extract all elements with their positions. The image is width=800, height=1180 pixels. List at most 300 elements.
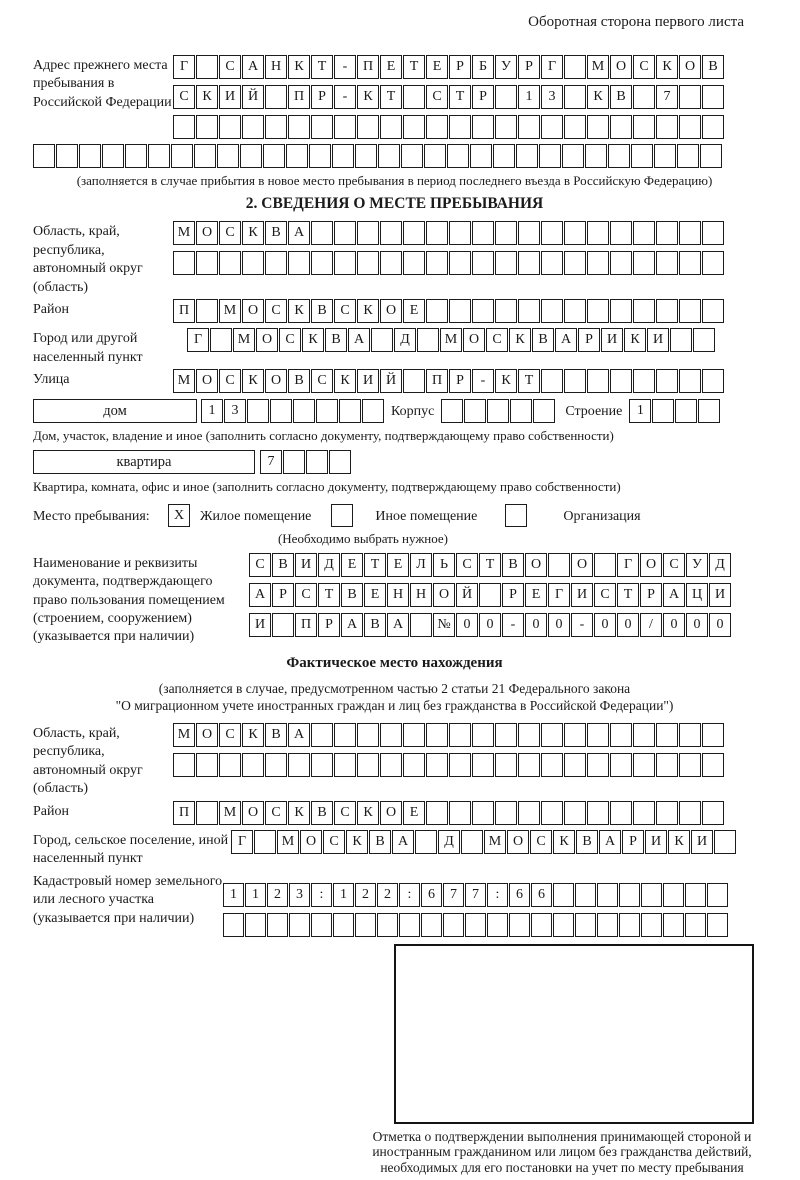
char-cell[interactable]: В <box>288 369 310 393</box>
char-cell[interactable] <box>677 144 699 168</box>
char-cell[interactable]: : <box>399 883 420 907</box>
char-cell[interactable] <box>399 913 420 937</box>
char-cell[interactable] <box>334 115 356 139</box>
char-cell[interactable] <box>171 144 193 168</box>
char-cell[interactable]: П <box>357 55 379 79</box>
char-cell[interactable]: К <box>553 830 575 854</box>
char-cell[interactable]: К <box>288 299 310 323</box>
char-cell[interactable]: В <box>311 299 333 323</box>
char-cell[interactable]: О <box>300 830 322 854</box>
char-cell[interactable] <box>679 85 701 109</box>
char-cell[interactable] <box>487 399 509 423</box>
char-cell[interactable] <box>355 913 376 937</box>
char-cell[interactable] <box>518 801 540 825</box>
char-cell[interactable]: / <box>640 613 662 637</box>
char-cell[interactable] <box>329 450 351 474</box>
char-cell[interactable] <box>465 913 486 937</box>
char-cell[interactable]: 0 <box>686 613 708 637</box>
char-cell[interactable]: Р <box>311 85 333 109</box>
char-cell[interactable]: О <box>679 55 701 79</box>
char-cell[interactable]: С <box>295 583 317 607</box>
char-cell[interactable] <box>449 723 471 747</box>
char-cell[interactable]: И <box>691 830 713 854</box>
char-cell[interactable] <box>597 883 618 907</box>
char-cell[interactable]: А <box>663 583 685 607</box>
char-cell[interactable]: Р <box>449 369 471 393</box>
char-cell[interactable]: Ь <box>433 553 455 577</box>
zhiloe-checkbox[interactable]: X <box>168 504 190 527</box>
char-cell[interactable]: И <box>295 553 317 577</box>
char-cell[interactable]: С <box>219 369 241 393</box>
char-cell[interactable]: В <box>272 553 294 577</box>
char-cell[interactable] <box>587 801 609 825</box>
char-cell[interactable]: 0 <box>709 613 731 637</box>
char-cell[interactable] <box>403 115 425 139</box>
char-cell[interactable] <box>679 723 701 747</box>
char-cell[interactable] <box>263 144 285 168</box>
char-cell[interactable] <box>631 144 653 168</box>
char-cell[interactable] <box>541 221 563 245</box>
char-cell[interactable]: В <box>325 328 347 352</box>
char-cell[interactable]: К <box>196 85 218 109</box>
char-cell[interactable] <box>518 251 540 275</box>
char-cell[interactable]: 6 <box>531 883 552 907</box>
char-cell[interactable] <box>633 299 655 323</box>
char-cell[interactable]: Е <box>341 553 363 577</box>
char-cell[interactable]: М <box>219 801 241 825</box>
char-cell[interactable] <box>610 251 632 275</box>
char-cell[interactable] <box>265 115 287 139</box>
char-cell[interactable] <box>539 144 561 168</box>
char-cell[interactable] <box>311 115 333 139</box>
char-cell[interactable] <box>564 55 586 79</box>
char-cell[interactable] <box>564 369 586 393</box>
char-cell[interactable] <box>102 144 124 168</box>
char-cell[interactable] <box>610 753 632 777</box>
char-cell[interactable]: С <box>334 801 356 825</box>
char-cell[interactable] <box>357 221 379 245</box>
char-cell[interactable] <box>424 144 446 168</box>
char-cell[interactable] <box>449 299 471 323</box>
char-cell[interactable] <box>245 913 266 937</box>
char-cell[interactable] <box>265 753 287 777</box>
char-cell[interactable] <box>702 723 724 747</box>
char-cell[interactable]: В <box>502 553 524 577</box>
char-cell[interactable]: О <box>196 369 218 393</box>
char-cell[interactable] <box>464 399 486 423</box>
char-cell[interactable] <box>371 328 393 352</box>
char-cell[interactable] <box>564 753 586 777</box>
char-cell[interactable]: Й <box>242 85 264 109</box>
char-cell[interactable]: Е <box>387 553 409 577</box>
char-cell[interactable] <box>610 115 632 139</box>
char-cell[interactable] <box>553 883 574 907</box>
char-cell[interactable]: О <box>610 55 632 79</box>
char-cell[interactable] <box>587 221 609 245</box>
char-cell[interactable] <box>380 723 402 747</box>
char-cell[interactable]: У <box>686 553 708 577</box>
char-cell[interactable]: № <box>433 613 455 637</box>
char-cell[interactable]: Й <box>380 369 402 393</box>
char-cell[interactable]: И <box>571 583 593 607</box>
char-cell[interactable] <box>656 299 678 323</box>
char-cell[interactable] <box>247 399 269 423</box>
char-cell[interactable] <box>380 221 402 245</box>
char-cell[interactable] <box>541 115 563 139</box>
char-cell[interactable] <box>426 299 448 323</box>
char-cell[interactable] <box>493 144 515 168</box>
char-cell[interactable] <box>357 723 379 747</box>
char-cell[interactable]: 1 <box>245 883 266 907</box>
char-cell[interactable] <box>495 115 517 139</box>
char-cell[interactable] <box>334 723 356 747</box>
char-cell[interactable]: О <box>242 801 264 825</box>
char-cell[interactable]: Т <box>479 553 501 577</box>
char-cell[interactable] <box>679 299 701 323</box>
char-cell[interactable]: 7 <box>260 450 282 474</box>
char-cell[interactable]: М <box>173 221 195 245</box>
char-cell[interactable] <box>196 753 218 777</box>
char-cell[interactable] <box>702 299 724 323</box>
char-cell[interactable] <box>219 251 241 275</box>
char-cell[interactable] <box>426 801 448 825</box>
char-cell[interactable]: В <box>702 55 724 79</box>
char-cell[interactable]: О <box>640 553 662 577</box>
char-cell[interactable]: К <box>334 369 356 393</box>
char-cell[interactable]: 0 <box>456 613 478 637</box>
char-cell[interactable]: 0 <box>594 613 616 637</box>
char-cell[interactable]: О <box>507 830 529 854</box>
char-cell[interactable] <box>564 251 586 275</box>
char-cell[interactable] <box>449 251 471 275</box>
char-cell[interactable] <box>553 913 574 937</box>
char-cell[interactable] <box>518 753 540 777</box>
char-cell[interactable] <box>495 85 517 109</box>
char-cell[interactable] <box>587 723 609 747</box>
char-cell[interactable]: Е <box>426 55 448 79</box>
char-cell[interactable]: - <box>472 369 494 393</box>
char-cell[interactable]: 1 <box>518 85 540 109</box>
char-cell[interactable]: С <box>594 583 616 607</box>
char-cell[interactable]: К <box>656 55 678 79</box>
char-cell[interactable]: К <box>242 723 264 747</box>
char-cell[interactable]: Е <box>403 299 425 323</box>
char-cell[interactable] <box>272 613 294 637</box>
char-cell[interactable] <box>633 369 655 393</box>
char-cell[interactable] <box>415 830 437 854</box>
char-cell[interactable] <box>702 221 724 245</box>
char-cell[interactable]: Е <box>380 55 402 79</box>
char-cell[interactable]: К <box>495 369 517 393</box>
char-cell[interactable] <box>306 450 328 474</box>
char-cell[interactable] <box>380 115 402 139</box>
char-cell[interactable]: К <box>509 328 531 352</box>
char-cell[interactable] <box>333 913 354 937</box>
char-cell[interactable]: С <box>265 801 287 825</box>
char-cell[interactable] <box>334 753 356 777</box>
char-cell[interactable]: П <box>426 369 448 393</box>
char-cell[interactable] <box>283 450 305 474</box>
char-cell[interactable] <box>518 115 540 139</box>
char-cell[interactable] <box>311 723 333 747</box>
char-cell[interactable]: С <box>219 723 241 747</box>
char-cell[interactable] <box>656 723 678 747</box>
char-cell[interactable]: Г <box>231 830 253 854</box>
char-cell[interactable] <box>426 115 448 139</box>
char-cell[interactable] <box>426 723 448 747</box>
char-cell[interactable] <box>311 753 333 777</box>
char-cell[interactable] <box>79 144 101 168</box>
char-cell[interactable] <box>426 753 448 777</box>
char-cell[interactable] <box>541 369 563 393</box>
char-cell[interactable]: Д <box>318 553 340 577</box>
char-cell[interactable] <box>401 144 423 168</box>
char-cell[interactable] <box>265 251 287 275</box>
char-cell[interactable] <box>693 328 715 352</box>
char-cell[interactable]: В <box>265 723 287 747</box>
char-cell[interactable]: С <box>323 830 345 854</box>
char-cell[interactable] <box>378 144 400 168</box>
char-cell[interactable] <box>541 753 563 777</box>
char-cell[interactable] <box>587 115 609 139</box>
char-cell[interactable] <box>548 553 570 577</box>
char-cell[interactable]: К <box>357 85 379 109</box>
char-cell[interactable]: 7 <box>656 85 678 109</box>
char-cell[interactable]: Д <box>394 328 416 352</box>
char-cell[interactable]: В <box>610 85 632 109</box>
char-cell[interactable] <box>196 801 218 825</box>
char-cell[interactable] <box>610 369 632 393</box>
char-cell[interactable]: О <box>265 369 287 393</box>
char-cell[interactable] <box>656 251 678 275</box>
char-cell[interactable] <box>518 299 540 323</box>
char-cell[interactable]: Л <box>410 553 432 577</box>
char-cell[interactable]: С <box>426 85 448 109</box>
char-cell[interactable]: Р <box>640 583 662 607</box>
char-cell[interactable] <box>461 830 483 854</box>
char-cell[interactable] <box>679 115 701 139</box>
char-cell[interactable] <box>33 144 55 168</box>
char-cell[interactable]: Г <box>173 55 195 79</box>
char-cell[interactable]: С <box>279 328 301 352</box>
char-cell[interactable]: П <box>295 613 317 637</box>
char-cell[interactable] <box>377 913 398 937</box>
char-cell[interactable] <box>495 753 517 777</box>
char-cell[interactable]: - <box>334 55 356 79</box>
char-cell[interactable]: 1 <box>629 399 651 423</box>
char-cell[interactable] <box>472 221 494 245</box>
char-cell[interactable] <box>254 830 276 854</box>
char-cell[interactable] <box>656 801 678 825</box>
char-cell[interactable]: Г <box>187 328 209 352</box>
char-cell[interactable]: К <box>242 221 264 245</box>
char-cell[interactable] <box>242 115 264 139</box>
char-cell[interactable]: Т <box>318 583 340 607</box>
char-cell[interactable] <box>663 883 684 907</box>
char-cell[interactable]: В <box>364 613 386 637</box>
char-cell[interactable]: Т <box>364 553 386 577</box>
char-cell[interactable] <box>656 221 678 245</box>
char-cell[interactable] <box>449 753 471 777</box>
char-cell[interactable] <box>608 144 630 168</box>
char-cell[interactable]: О <box>380 299 402 323</box>
char-cell[interactable]: Е <box>364 583 386 607</box>
char-cell[interactable] <box>270 399 292 423</box>
char-cell[interactable]: А <box>249 583 271 607</box>
char-cell[interactable]: В <box>369 830 391 854</box>
char-cell[interactable]: О <box>380 801 402 825</box>
char-cell[interactable] <box>541 801 563 825</box>
char-cell[interactable]: - <box>334 85 356 109</box>
char-cell[interactable]: Е <box>403 801 425 825</box>
char-cell[interactable] <box>619 883 640 907</box>
char-cell[interactable]: И <box>357 369 379 393</box>
char-cell[interactable] <box>288 251 310 275</box>
char-cell[interactable] <box>289 913 310 937</box>
char-cell[interactable] <box>196 251 218 275</box>
char-cell[interactable] <box>148 144 170 168</box>
char-cell[interactable] <box>403 723 425 747</box>
char-cell[interactable]: С <box>173 85 195 109</box>
char-cell[interactable] <box>210 328 232 352</box>
char-cell[interactable] <box>217 144 239 168</box>
char-cell[interactable]: К <box>587 85 609 109</box>
char-cell[interactable] <box>242 251 264 275</box>
char-cell[interactable]: 1 <box>223 883 244 907</box>
char-cell[interactable]: И <box>709 583 731 607</box>
char-cell[interactable]: М <box>587 55 609 79</box>
char-cell[interactable] <box>223 913 244 937</box>
char-cell[interactable] <box>472 723 494 747</box>
char-cell[interactable]: 3 <box>541 85 563 109</box>
char-cell[interactable]: Р <box>518 55 540 79</box>
char-cell[interactable]: 0 <box>548 613 570 637</box>
char-cell[interactable]: К <box>346 830 368 854</box>
char-cell[interactable] <box>510 399 532 423</box>
char-cell[interactable] <box>495 251 517 275</box>
char-cell[interactable] <box>173 753 195 777</box>
char-cell[interactable] <box>316 399 338 423</box>
char-cell[interactable] <box>702 801 724 825</box>
char-cell[interactable]: К <box>288 801 310 825</box>
char-cell[interactable] <box>441 399 463 423</box>
char-cell[interactable] <box>403 753 425 777</box>
char-cell[interactable] <box>585 144 607 168</box>
char-cell[interactable]: В <box>532 328 554 352</box>
char-cell[interactable]: Н <box>265 55 287 79</box>
char-cell[interactable]: 2 <box>377 883 398 907</box>
char-cell[interactable] <box>410 613 432 637</box>
char-cell[interactable]: И <box>645 830 667 854</box>
char-cell[interactable]: К <box>624 328 646 352</box>
char-cell[interactable] <box>403 85 425 109</box>
char-cell[interactable]: Р <box>502 583 524 607</box>
char-cell[interactable]: 7 <box>443 883 464 907</box>
char-cell[interactable] <box>443 913 464 937</box>
char-cell[interactable] <box>702 369 724 393</box>
char-cell[interactable] <box>470 144 492 168</box>
char-cell[interactable]: П <box>173 801 195 825</box>
char-cell[interactable] <box>587 251 609 275</box>
char-cell[interactable]: 2 <box>267 883 288 907</box>
char-cell[interactable]: И <box>601 328 623 352</box>
char-cell[interactable]: А <box>288 221 310 245</box>
char-cell[interactable] <box>610 801 632 825</box>
char-cell[interactable] <box>533 399 555 423</box>
char-cell[interactable]: Р <box>449 55 471 79</box>
char-cell[interactable]: : <box>311 883 332 907</box>
char-cell[interactable] <box>173 115 195 139</box>
char-cell[interactable]: У <box>495 55 517 79</box>
char-cell[interactable] <box>702 753 724 777</box>
char-cell[interactable]: 0 <box>479 613 501 637</box>
char-cell[interactable]: Т <box>311 55 333 79</box>
char-cell[interactable] <box>610 723 632 747</box>
char-cell[interactable]: М <box>484 830 506 854</box>
char-cell[interactable] <box>702 115 724 139</box>
char-cell[interactable] <box>403 251 425 275</box>
char-cell[interactable]: Н <box>410 583 432 607</box>
char-cell[interactable] <box>288 115 310 139</box>
char-cell[interactable]: 6 <box>421 883 442 907</box>
char-cell[interactable] <box>286 144 308 168</box>
char-cell[interactable]: 1 <box>201 399 223 423</box>
char-cell[interactable] <box>679 753 701 777</box>
char-cell[interactable]: О <box>433 583 455 607</box>
char-cell[interactable]: - <box>571 613 593 637</box>
char-cell[interactable]: Д <box>709 553 731 577</box>
char-cell[interactable]: О <box>196 221 218 245</box>
char-cell[interactable] <box>311 913 332 937</box>
char-cell[interactable]: Р <box>622 830 644 854</box>
char-cell[interactable] <box>495 299 517 323</box>
char-cell[interactable]: М <box>173 369 195 393</box>
char-cell[interactable]: Й <box>456 583 478 607</box>
char-cell[interactable] <box>575 913 596 937</box>
char-cell[interactable]: С <box>219 221 241 245</box>
char-cell[interactable]: К <box>668 830 690 854</box>
char-cell[interactable]: А <box>348 328 370 352</box>
char-cell[interactable] <box>562 144 584 168</box>
char-cell[interactable] <box>702 251 724 275</box>
char-cell[interactable] <box>652 399 674 423</box>
char-cell[interactable] <box>472 299 494 323</box>
char-cell[interactable] <box>594 553 616 577</box>
char-cell[interactable]: Е <box>525 583 547 607</box>
char-cell[interactable] <box>403 221 425 245</box>
char-cell[interactable] <box>679 801 701 825</box>
char-cell[interactable]: П <box>173 299 195 323</box>
char-cell[interactable] <box>357 115 379 139</box>
char-cell[interactable] <box>173 251 195 275</box>
char-cell[interactable] <box>309 144 331 168</box>
char-cell[interactable] <box>518 221 540 245</box>
char-cell[interactable] <box>487 913 508 937</box>
char-cell[interactable]: А <box>341 613 363 637</box>
char-cell[interactable] <box>518 723 540 747</box>
char-cell[interactable]: Г <box>548 583 570 607</box>
char-cell[interactable] <box>587 753 609 777</box>
char-cell[interactable]: И <box>219 85 241 109</box>
char-cell[interactable]: Р <box>472 85 494 109</box>
char-cell[interactable]: С <box>311 369 333 393</box>
char-cell[interactable]: Т <box>403 55 425 79</box>
char-cell[interactable]: А <box>555 328 577 352</box>
char-cell[interactable] <box>357 251 379 275</box>
char-cell[interactable]: Г <box>617 553 639 577</box>
char-cell[interactable] <box>656 115 678 139</box>
char-cell[interactable] <box>509 913 530 937</box>
